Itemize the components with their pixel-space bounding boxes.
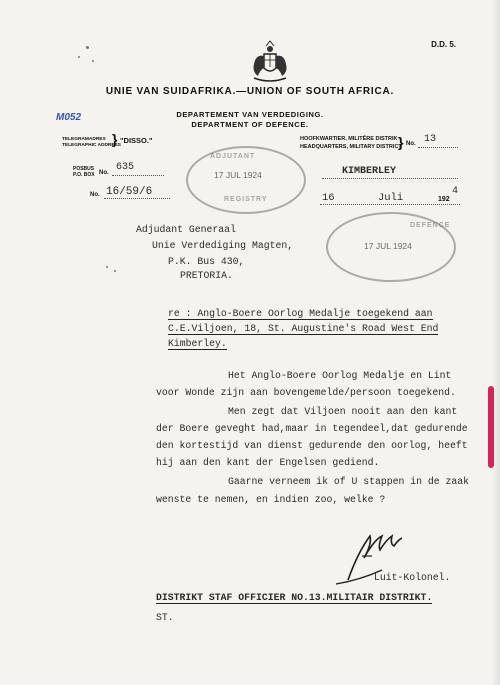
hq-no-label: No. (406, 141, 416, 147)
date-month: Juli (378, 192, 404, 204)
telegram-address: "DISSO." (120, 136, 153, 145)
brace-glyph: } (398, 134, 404, 150)
dotted-line (320, 204, 460, 205)
po-box-no-label: No. (99, 170, 109, 176)
hq-label-en: HEADQUARTERS, MILITARY DISTRICT (300, 144, 402, 150)
registry-stamp (186, 146, 306, 214)
signatory-rank: Luit-Kolonel. (374, 572, 451, 583)
speck (114, 270, 116, 272)
file-no-label: No. (90, 192, 100, 198)
addressee-line: Unie Verdediging Magten, (152, 240, 294, 251)
subject-line: re : Anglo-Boere Oorlog Medalje toegekend aan (168, 308, 433, 319)
date-day: 16 (322, 192, 335, 204)
telegram-label-en: TELEGRAPHIC ADDRESS (62, 143, 121, 148)
body-line: voor Wonde zijn aan bovengemelde/persoon toegekend. (156, 387, 456, 398)
margin-handwritten-note: M052 (56, 112, 82, 123)
dotted-line (112, 175, 164, 176)
typist-initials: ST. (156, 612, 174, 623)
dotted-line (418, 147, 458, 148)
coat-of-arms-icon (248, 40, 292, 86)
body-line: Het Anglo-Boere Oorlog Medalje en Lint (228, 370, 452, 381)
dotted-line (322, 178, 458, 179)
po-box-label-en: P.O. BOX (73, 172, 95, 178)
speck (86, 46, 89, 49)
department-name-english: DEPARTMENT OF DEFENCE. (191, 120, 309, 129)
registry-stamp-date: 17 JUL 1924 (214, 170, 262, 180)
speck (106, 266, 108, 268)
department-name-afrikaans: DEPARTEMENT VAN VERDEDIGING. (176, 110, 324, 119)
defence-stamp (326, 212, 456, 282)
speck (78, 56, 80, 58)
letterhead-title: UNIE VAN SUIDAFRIKA.—UNION OF SOUTH AFRICA. (105, 86, 395, 97)
addressee-line: Adjudant Generaal (136, 224, 236, 235)
signatory-office: DISTRIKT STAF OFFICIER NO.13.MILITAIR DISTRIKT. (156, 592, 433, 603)
body-line: Men zegt dat Viljoen nooit aan den kant (228, 406, 458, 417)
addressee-line: PRETORIA. (180, 270, 233, 281)
body-line: der Boere geveght had,maar in tegendeel,dat gedurende (156, 423, 468, 434)
telegram-label-af: TELEGRAMADRES (62, 137, 106, 142)
registry-stamp-label: REGISTRY (224, 196, 268, 203)
city: KIMBERLEY (342, 166, 397, 177)
subject-line: Kimberley. (168, 338, 227, 349)
po-box-number: 635 (116, 162, 135, 173)
dotted-line (104, 198, 170, 199)
po-box-label-af: POSBUS (73, 166, 95, 172)
speck (92, 60, 94, 62)
file-reference-number: 16/59/6 (106, 186, 153, 198)
body-line: den kortestijd van dienst gedurende den oorlog, heeft (156, 440, 468, 451)
addressee-line: P.K. Bus 430, (168, 256, 245, 267)
body-line: hij aan den kant der Engelsen gediend. (156, 457, 380, 468)
form-reference-code: D.D. 5. (431, 40, 456, 49)
registry-stamp-top: ADJUTANT (210, 153, 256, 160)
date-year-suffix: 4 (452, 186, 459, 197)
hq-district-number: 13 (424, 134, 437, 145)
defence-stamp-label: DEFENCE (410, 222, 451, 229)
red-ink-mark (488, 386, 494, 468)
subject-line: C.E.Viljoen, 18, St. Augustine's Road West End (168, 323, 439, 334)
date-year-prefix: 192 (438, 196, 450, 203)
paper-edge-shadow (492, 0, 500, 685)
defence-stamp-date: 17 JUL 1924 (364, 241, 412, 251)
body-line: Gaarne verneem ik of U stappen in de zaak (228, 476, 470, 487)
brace-glyph: } (112, 131, 118, 147)
body-line: wenste te nemen, en indien zoo, welke ? (156, 494, 386, 505)
hq-label-af: HOOFKWARTIER, MILITÊRE DISTRIK (300, 136, 398, 142)
